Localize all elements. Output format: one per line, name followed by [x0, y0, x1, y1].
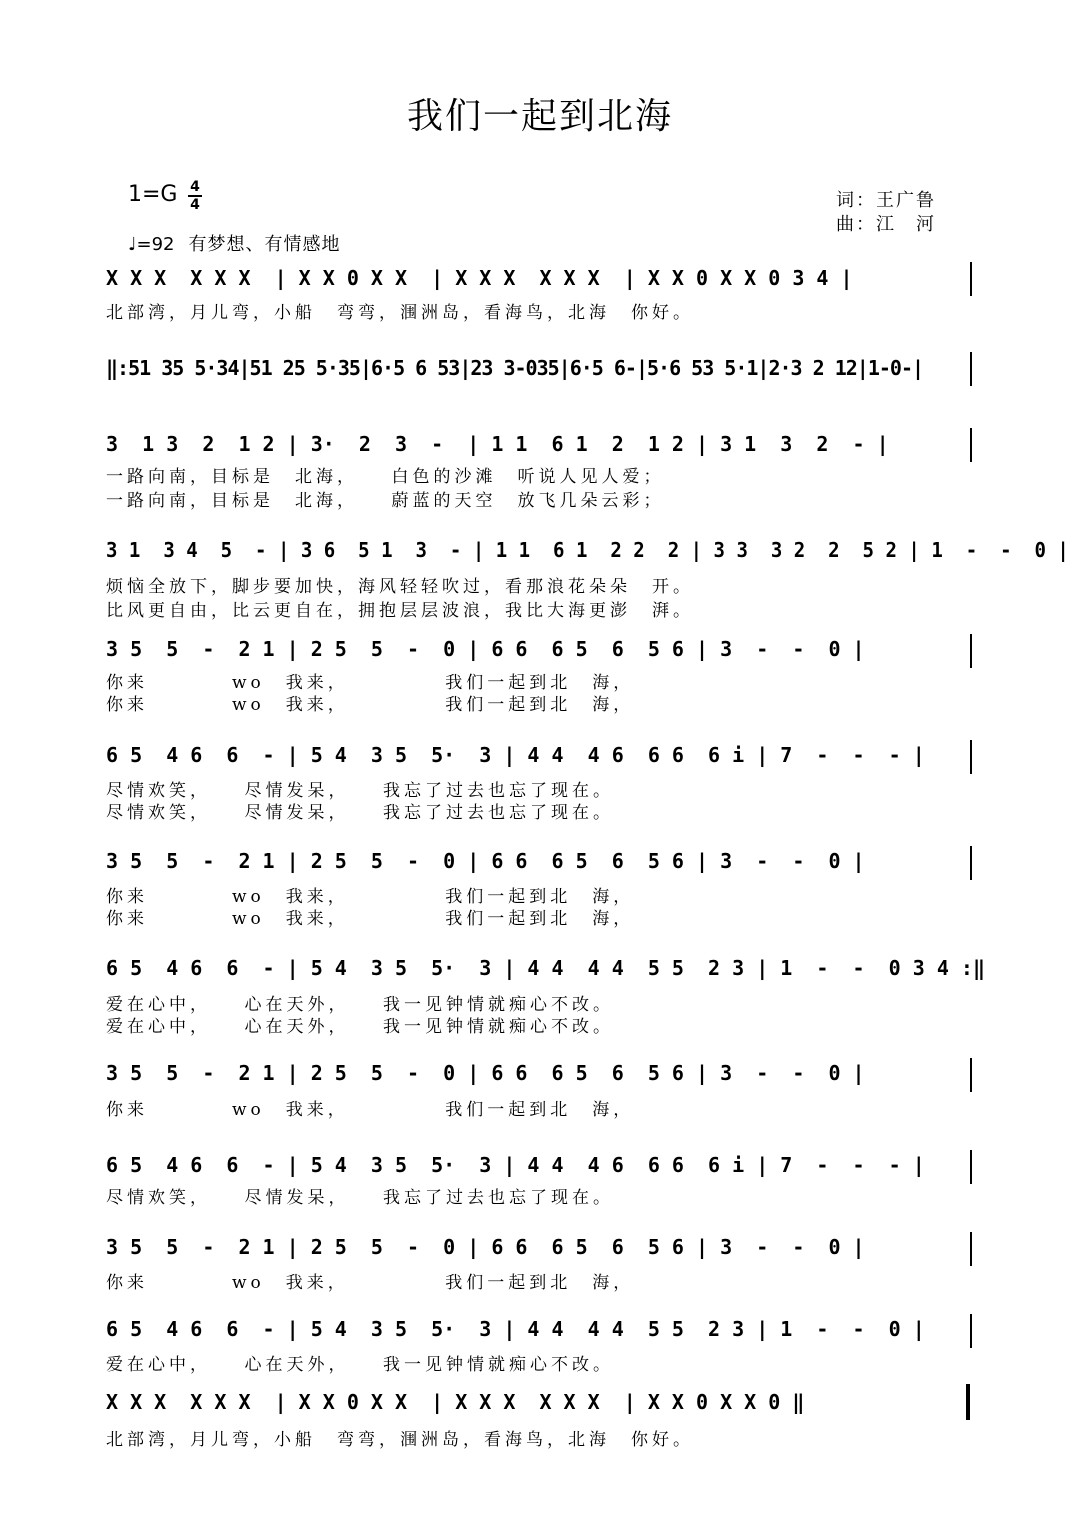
- lyric-line: 爱在心中， 心在天外， 我一见钟情就痴心不改。: [106, 1017, 614, 1037]
- notation-line: ‖:51 35 5·34|51 25 5·35|6·5 6 53|23 3-035|6·5 6-|5·6 53 5·1|2·3 2 12|1-0-|: [106, 356, 924, 380]
- lyric-line: 你来 wo 我来， 我们一起到北 海，: [106, 673, 635, 693]
- composer-credit: 曲：江 河: [836, 214, 936, 235]
- notation-line: X X X X X X | X X 0 X X | X X X X X X | X X 0 X X 0 ‖: [106, 1390, 805, 1414]
- lyric-line: 你来 wo 我来， 我们一起到北 海，: [106, 887, 635, 907]
- time-signature: [188, 180, 202, 212]
- notation-line: 3 5 5 - 2 1 | 2 5 5 - 0 | 6 6 6 5 6 5 6 | 3 - - 0 |: [106, 1061, 865, 1085]
- end-barline: [970, 846, 972, 880]
- notation-line: 3 5 5 - 2 1 | 2 5 5 - 0 | 6 6 6 5 6 5 6 | 3 - - 0 |: [106, 1235, 865, 1259]
- notation-line: 6 5 4 6 6 - | 5 4 3 5 5· 3 | 4 4 4 4 5 5 2 3 | 1 - - 0 |: [106, 1317, 925, 1341]
- notation-line: 3 1 3 4 5 - | 3 6 5 1 3 - | 1 1 6 1 2 2 2 | 3 3 3 2 2 5 2 | 1 - - 0 |: [106, 538, 1069, 562]
- end-barline: [970, 1058, 972, 1092]
- tempo-marking: [128, 230, 340, 256]
- end-barline: [970, 1232, 972, 1266]
- song-title: 我们一起到北海: [406, 96, 673, 137]
- end-barline: [970, 1150, 972, 1184]
- expression-marking: 有梦想、有情感地: [188, 234, 341, 255]
- end-barline: [970, 352, 972, 386]
- lyric-line: 你来 wo 我来， 我们一起到北 海，: [106, 1273, 635, 1293]
- time-signature-bottom: 4: [190, 197, 200, 213]
- tempo-value: ♩=92: [128, 234, 175, 255]
- lyric-line: 你来 wo 我来， 我们一起到北 海，: [106, 695, 635, 715]
- notation-line: 3 5 5 - 2 1 | 2 5 5 - 0 | 6 6 6 5 6 5 6 | 3 - - 0 |: [106, 637, 865, 661]
- notation-line: 6 5 4 6 6 - | 5 4 3 5 5· 3 | 4 4 4 6 6 6 6 i | 7 - - - |: [106, 743, 925, 767]
- lyric-line: 北部湾，月儿弯，小船 弯弯，涠洲岛，看海鸟，北海 你好。: [106, 303, 694, 323]
- notation-line: 3 1 3 2 1 2 | 3· 2 3 - | 1 1 6 1 2 1 2 | 3 1 3 2 - |: [106, 432, 889, 456]
- lyric-line: 尽情欢笑， 尽情发呆， 我忘了过去也忘了现在。: [106, 803, 614, 823]
- end-barline: [970, 634, 972, 668]
- lyric-line: 爱在心中， 心在天外， 我一见钟情就痴心不改。: [106, 1355, 614, 1375]
- notation-line: X X X X X X | X X 0 X X | X X X X X X | X X 0 X X 0 3 4 |: [106, 266, 853, 290]
- lyric-line: 你来 wo 我来， 我们一起到北 海，: [106, 909, 635, 929]
- lyric-line: 一路向南，目标是 北海， 白色的沙滩 听说人见人爱；: [106, 467, 665, 487]
- end-barline: [970, 428, 972, 462]
- lyric-line: 北部湾，月儿弯，小船 弯弯，涠洲岛，看海鸟，北海 你好。: [106, 1430, 694, 1450]
- end-barline: [970, 1314, 972, 1348]
- lyric-line: 爱在心中， 心在天外， 我一见钟情就痴心不改。: [106, 995, 614, 1015]
- lyric-line: 比风更自由，比云更自在，拥抱层层波浪，我比大海更澎 湃。: [106, 601, 694, 621]
- notation-line: 6 5 4 6 6 - | 5 4 3 5 5· 3 | 4 4 4 4 5 5 2 3 | 1 - - 0 3 4 :‖: [106, 956, 985, 980]
- lyric-line: 你来 wo 我来， 我们一起到北 海，: [106, 1100, 635, 1120]
- key-signature: 1=G: [128, 182, 178, 207]
- lyric-line: 尽情欢笑， 尽情发呆， 我忘了过去也忘了现在。: [106, 1188, 614, 1208]
- end-barline: [970, 262, 972, 296]
- end-barline: [970, 740, 972, 774]
- notation-line: 3 5 5 - 2 1 | 2 5 5 - 0 | 6 6 6 5 6 5 6 | 3 - - 0 |: [106, 849, 865, 873]
- lyricist-credit: 词：王广鲁: [836, 190, 936, 211]
- time-signature-top: 4: [190, 179, 200, 195]
- notation-line: 6 5 4 6 6 - | 5 4 3 5 5· 3 | 4 4 4 6 6 6 6 i | 7 - - - |: [106, 1153, 925, 1177]
- lyric-line: 尽情欢笑， 尽情发呆， 我忘了过去也忘了现在。: [106, 781, 614, 801]
- final-barline: [966, 1384, 970, 1420]
- lyric-line: 一路向南，目标是 北海， 蔚蓝的天空 放飞几朵云彩；: [106, 491, 665, 511]
- lyric-line: 烦恼全放下，脚步要加快，海风轻轻吹过，看那浪花朵朵 开。: [106, 577, 694, 597]
